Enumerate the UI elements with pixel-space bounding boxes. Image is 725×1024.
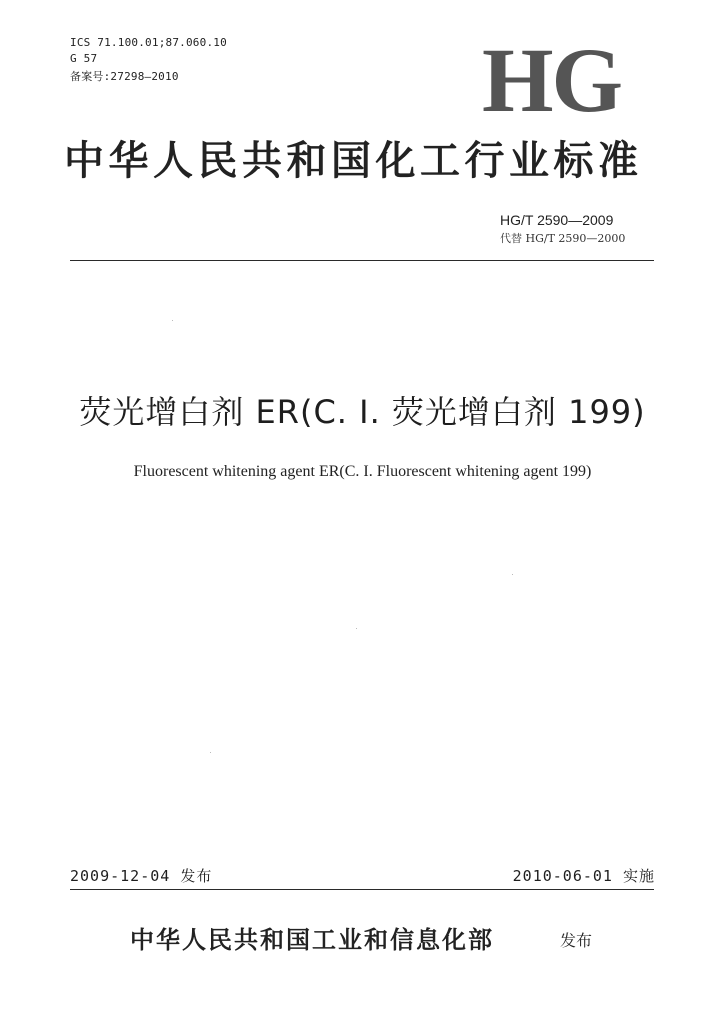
- hg-logo: HG: [482, 29, 622, 131]
- scan-speck: [512, 574, 513, 575]
- effective-date: 2010-06-01 实施: [512, 867, 655, 885]
- issuing-action: 发布: [560, 931, 593, 950]
- header-divider: [70, 260, 654, 261]
- ics-code: ICS 71.100.01;87.060.10: [70, 36, 227, 49]
- replaces-standard: 代替 HG/T 2590—2000: [500, 232, 626, 245]
- standard-number: HG/T 2590—2009: [500, 212, 614, 228]
- scan-speck: [356, 628, 357, 629]
- classification-code: G 57: [70, 52, 98, 65]
- scan-speck: [210, 752, 211, 753]
- document-title-english: Fluorescent whitening agent ER(C. I. Fluorescent whitening agent 199): [133, 463, 592, 480]
- document-title-chinese: 荧光增白剂 ER(C. I. 荧光增白剂 199): [79, 393, 646, 431]
- footer-divider: [70, 889, 654, 890]
- scan-speck: [172, 320, 173, 321]
- issue-date: 2009-12-04 发布: [70, 867, 213, 885]
- standard-category-title: 中华人民共和国化工行业标准: [64, 137, 643, 184]
- registration-number: 备案号:27298—2010: [70, 70, 179, 83]
- issuing-authority: 中华人民共和国工业和信息化部: [130, 925, 494, 954]
